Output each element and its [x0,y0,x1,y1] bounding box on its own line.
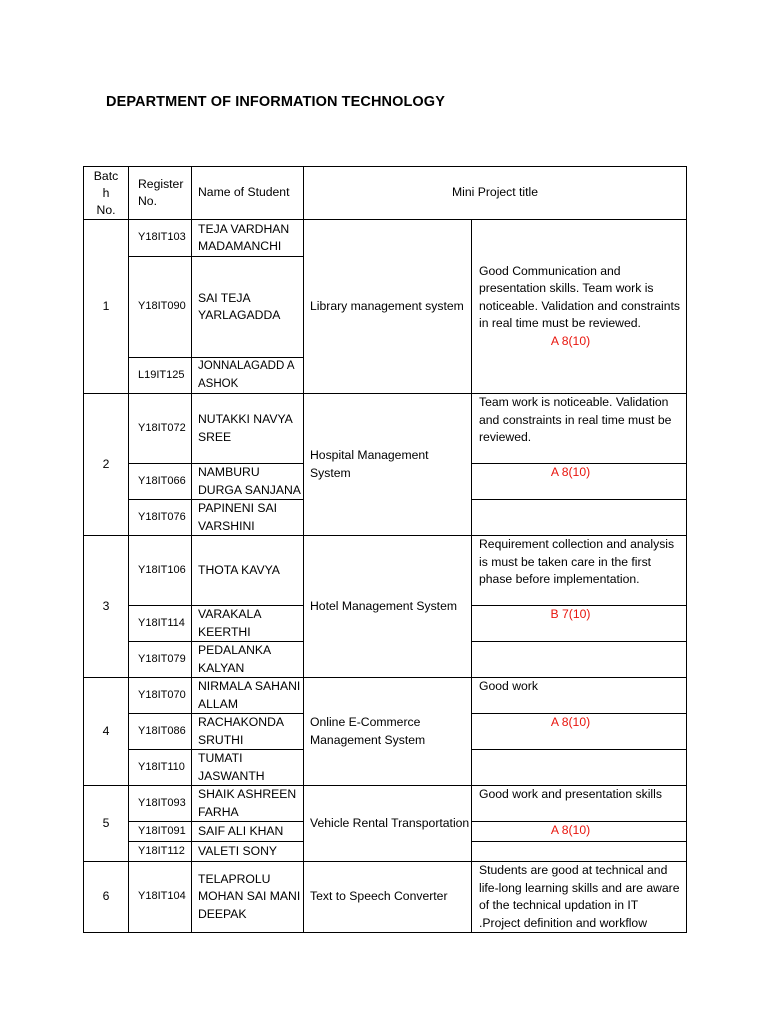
empty-remark-cell [472,500,687,536]
register-number: Y18IT090 [129,257,192,358]
register-number: Y18IT072 [129,394,192,464]
student-name: TEJA VARDHAN MADAMANCHI [192,220,304,257]
grade-label: A 8(10) [550,333,591,348]
header-student-name: Name of Student [192,167,304,220]
student-name: NUTAKKI NAVYA SREE [192,394,304,464]
remark-text: Students are good at technical and life-long learning skills and are aware of the technical updation in IT .Project definition and workflow [472,862,687,933]
register-number: Y18IT076 [129,500,192,536]
register-number: Y18IT114 [129,606,192,642]
project-title: Text to Speech Converter [304,862,472,933]
register-number: Y18IT086 [129,714,192,750]
batch-number: 6 [84,862,129,933]
student-name: PAPINENI SAI VARSHINI [192,500,304,536]
batch-number: 4 [84,678,129,786]
empty-remark-cell [472,842,687,862]
remark-text: Good work [472,678,687,714]
batch-number: 1 [84,220,129,394]
project-title: Vehicle Rental Transportation [304,786,472,862]
student-name: THOTA KAVYA [192,536,304,606]
page-title: DEPARTMENT OF INFORMATION TECHNOLOGY [106,94,445,110]
register-number: Y18IT070 [129,678,192,714]
remark-text: Team work is noticeable. Validation and constraints in real time must be reviewed. [472,394,687,464]
remark-text: Good Communication and presentation skills. Team work is noticeable. Validation and constraints in real time must be reviewed. [479,263,680,331]
header-register-line: No. [138,194,157,208]
register-number: Y18IT106 [129,536,192,606]
header-batch-line: Batc [93,168,119,183]
grade-cell [472,606,687,642]
table-header-row [84,167,687,220]
student-name: RACHAKONDA SRUTHI [192,714,304,750]
student-name: SAI TEJA YARLAGADDA [192,257,304,358]
header-project-title: Mini Project title [304,167,687,220]
header-batch-line: No. [96,202,116,217]
grade-label: B 7(10) [550,607,591,621]
remark-text: Requirement collection and analysis is must be taken care in the first phase before implementation. [472,536,687,606]
register-number: Y18IT079 [129,642,192,678]
grade-label: A 8(10) [550,465,591,479]
table-row [84,394,687,464]
project-title: Hospital Management System [304,394,472,536]
student-name: SAIF ALI KHAN [192,822,304,842]
project-title: Library management system [304,220,472,394]
grade-cell [472,822,687,842]
table-row [84,862,687,933]
student-name: TELAPROLU MOHAN SAI MANI DEEPAK [192,862,304,933]
table-row [84,678,687,714]
student-name: SHAIK ASHREEN FARHA [192,786,304,822]
table-row [84,220,687,257]
table-row [84,786,687,822]
register-number: Y18IT093 [129,786,192,822]
header-batch-no [84,167,129,220]
header-register-no [129,167,192,220]
student-name: VARAKALA KEERTHI [192,606,304,642]
project-title: Hotel Management System [304,536,472,678]
register-number: Y18IT103 [129,220,192,257]
register-number: Y18IT112 [129,842,192,862]
empty-remark-cell [472,642,687,678]
table-row [84,536,687,606]
header-register-line: Register [138,176,184,191]
register-number: Y18IT110 [129,750,192,786]
grade-label: A 8(10) [550,823,591,837]
grade-label: A 8(10) [550,715,591,729]
student-name: NAMBURU DURGA SANJANA [192,464,304,500]
batch-number: 3 [84,536,129,678]
register-number: Y18IT091 [129,822,192,842]
register-number: L19IT125 [129,358,192,394]
register-number: Y18IT104 [129,862,192,933]
student-name: TUMATI JASWANTH [192,750,304,786]
evaluation-table [83,166,687,933]
student-name: JONNALAGADD A ASHOK [192,358,304,394]
student-name: VALETI SONY [192,842,304,862]
grade-cell [472,714,687,750]
batch-number: 5 [84,786,129,862]
student-name: PEDALANKA KALYAN [192,642,304,678]
student-name: NIRMALA SAHANI ALLAM [192,678,304,714]
batch-number: 2 [84,394,129,536]
register-number: Y18IT066 [129,464,192,500]
remark-cell [472,220,687,394]
project-title: Online E-Commerce Management System [304,678,472,786]
remark-text: Good work and presentation skills [472,786,687,822]
grade-cell [472,464,687,500]
empty-remark-cell [472,750,687,786]
header-batch-line: h [102,185,110,200]
